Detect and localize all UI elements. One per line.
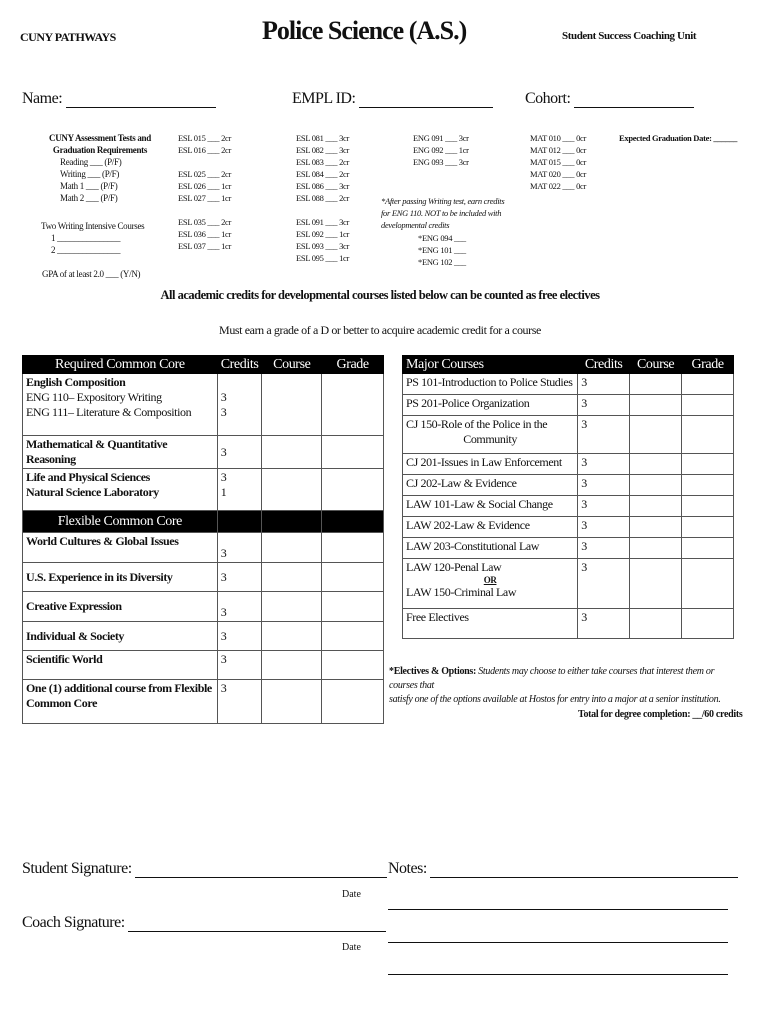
course-cell[interactable] — [630, 559, 682, 609]
notes-field — [388, 860, 738, 878]
credits-value: 3 — [578, 475, 630, 496]
credits-value: 3 — [220, 405, 227, 419]
assessment-title-1: CUNY Assessment Tests and — [49, 133, 151, 143]
grade-cell[interactable] — [682, 559, 734, 609]
grade-cell[interactable] — [322, 469, 384, 511]
credits-value: 3 — [578, 517, 630, 538]
coach-signature-line[interactable] — [128, 931, 386, 932]
credits-value: 1 — [220, 485, 227, 499]
esl-item: ESL 088 ___ 2cr — [296, 193, 350, 203]
assessment-title-2: Graduation Requirements — [52, 145, 148, 155]
table-row — [403, 517, 734, 538]
esl-item: ESL 016 ___ 2cr — [178, 145, 232, 155]
table-row — [23, 533, 384, 563]
assessment-item: Writing ___ (P/F) — [60, 169, 120, 179]
electives-note-text: Students may choose to either take courses that interest them or courses that — [389, 666, 715, 691]
credits-value: 3 — [578, 538, 630, 559]
table-row — [23, 374, 384, 436]
credits-value: 3 — [578, 416, 630, 454]
one-additional-line-2: Common Core — [26, 696, 98, 710]
gpa-requirement: GPA of at least 2.0 ___ (Y/N) — [42, 269, 141, 279]
course-cell[interactable] — [262, 436, 322, 469]
credits-value: 3 — [217, 563, 262, 592]
major-course-name: PS 201-Police Organization — [403, 395, 578, 416]
mat-item: MAT 022 ___ 0cr — [530, 181, 587, 191]
life-label: Life and Physical Sciences — [26, 470, 150, 484]
notes-line[interactable] — [388, 974, 728, 975]
grade-cell[interactable] — [322, 374, 384, 436]
course-cell[interactable] — [630, 538, 682, 559]
esl-item: ESL 084 ___ 2cr — [296, 169, 350, 179]
esl-item: ESL 025 ___ 2cr — [178, 169, 232, 179]
course-cell[interactable] — [630, 475, 682, 496]
credits-value: 3 — [217, 622, 262, 651]
credits-value: 3 — [578, 395, 630, 416]
common-core-table — [22, 355, 384, 724]
table-row — [23, 622, 384, 651]
writing-intensive-label: Two Writing Intensive Courses — [41, 221, 145, 231]
eng-starred — [418, 232, 466, 268]
grade-cell[interactable] — [682, 416, 734, 454]
course-cell[interactable] — [630, 609, 682, 639]
cc-header: Required Common Core — [23, 356, 218, 374]
esl-item: ESL 035 ___ 2cr — [178, 217, 232, 227]
major-course-name: PS 101-Introduction to Police Studies — [403, 374, 578, 395]
grade-cell[interactable] — [682, 395, 734, 416]
assessment-items — [60, 156, 121, 204]
eng-note — [381, 195, 504, 231]
course-cell[interactable] — [630, 496, 682, 517]
major-header: Credits — [578, 356, 630, 374]
date-label: Date — [342, 889, 361, 900]
notes-line[interactable] — [430, 877, 738, 878]
grade-cell[interactable] — [682, 475, 734, 496]
empl-input-line[interactable] — [359, 107, 493, 108]
major-course-name: LAW 202-Law & Evidence — [403, 517, 578, 538]
cohort-label: Cohort: — [525, 90, 571, 107]
esl-col-2 — [296, 132, 349, 264]
esl-item: ESL 093 ___ 3cr — [296, 241, 350, 251]
grade-cell[interactable] — [322, 622, 384, 651]
grade-cell[interactable] — [322, 592, 384, 622]
credits-value: 3 — [217, 533, 262, 563]
grade-cell[interactable] — [682, 454, 734, 475]
student-signature — [22, 860, 387, 878]
esl-col-1 — [178, 132, 231, 252]
flex-course-name: World Cultures & Global Issues — [23, 533, 218, 563]
esl-item: ESL 026 ___ 1cr — [178, 181, 232, 191]
natlab-label: Natural Science Laboratory — [26, 485, 159, 499]
major-course-name: LAW 203-Constitutional Law — [403, 538, 578, 559]
eng-note-line: for ENG 110. NOT to be included with — [381, 208, 502, 218]
course-cell[interactable] — [630, 454, 682, 475]
header-right: Student Success Coaching Unit — [562, 30, 697, 42]
course-cell[interactable] — [630, 395, 682, 416]
or-label: OR — [483, 575, 497, 585]
table-row — [403, 475, 734, 496]
table-row — [23, 469, 384, 511]
name-field — [22, 90, 216, 108]
esl-item: ESL 083 ___ 2cr — [296, 157, 350, 167]
name-input-line[interactable] — [66, 107, 216, 108]
course-cell[interactable] — [262, 374, 322, 436]
date-label: Date — [342, 942, 361, 953]
assessment-item: Math 2 ___ (P/F) — [60, 193, 118, 203]
credits-value: 3 — [217, 651, 262, 680]
total-credits: Total for degree completion: __/60 credits — [578, 709, 743, 720]
notes-line[interactable] — [388, 909, 728, 910]
grade-cell[interactable] — [682, 374, 734, 395]
writing-intensive-block — [41, 220, 144, 256]
table-row — [23, 680, 384, 724]
esl-item: ESL 015 ___ 2cr — [178, 133, 232, 143]
course-cell[interactable] — [262, 469, 322, 511]
eng-item: ENG 092 ___ 1cr — [413, 145, 469, 155]
grade-cell[interactable] — [322, 436, 384, 469]
coach-signature-label: Coach Signature: — [22, 914, 125, 931]
course-cell[interactable] — [262, 563, 322, 592]
course-cell[interactable] — [630, 374, 682, 395]
grade-cell[interactable] — [682, 517, 734, 538]
grade-cell[interactable] — [322, 651, 384, 680]
one-additional-line-1: One (1) additional course from Flexible — [26, 681, 212, 695]
course-cell[interactable] — [262, 622, 322, 651]
table-row — [403, 374, 734, 395]
mat-item: MAT 010 ___ 0cr — [530, 133, 587, 143]
table-row — [403, 395, 734, 416]
credits-value: 3 — [578, 609, 630, 639]
eng-col — [413, 132, 469, 168]
credits-value: 3 — [578, 454, 630, 475]
major-course-name-cont: Community — [463, 432, 517, 446]
eng-starred-item: *ENG 094 ___ — [418, 233, 466, 243]
esl-item: ESL 027 ___ 1cr — [178, 193, 232, 203]
flex-course-name: Individual & Society — [23, 622, 218, 651]
empl-label: EMPL ID: — [292, 90, 356, 107]
law120-label: LAW 120-Penal Law — [406, 560, 502, 574]
eng-item: ENG 091 ___ 3cr — [413, 133, 469, 143]
table-row — [23, 651, 384, 680]
major-course-name: CJ 150-Role of the Police in the — [406, 417, 548, 431]
flex-course-name: U.S. Experience in its Diversity — [23, 563, 218, 592]
table-row — [403, 496, 734, 517]
credits-value: 3 — [217, 592, 262, 622]
free-electives-label: Free Electives — [403, 609, 578, 639]
cc-header: Grade — [322, 356, 384, 374]
course-cell[interactable] — [630, 517, 682, 538]
law150-label: LAW 150-Criminal Law — [406, 585, 517, 599]
flex-course-name: Scientific World — [23, 651, 218, 680]
grade-cell[interactable] — [322, 533, 384, 563]
eng-starred-item: *ENG 101 ___ — [418, 245, 466, 255]
major-header: Major Courses — [403, 356, 578, 374]
flex-course-name: Creative Expression — [23, 592, 218, 622]
name-label: Name: — [22, 90, 63, 107]
credits-value: 3 — [578, 496, 630, 517]
table-row — [403, 538, 734, 559]
course-cell[interactable] — [262, 533, 322, 563]
grade-cell[interactable] — [682, 538, 734, 559]
grade-requirement: Must earn a grade of a D or better to acquire academic credit for a course — [219, 323, 541, 337]
grade-cell[interactable] — [682, 609, 734, 639]
course-cell[interactable] — [630, 416, 682, 454]
major-courses-table — [402, 355, 734, 639]
assessment-block — [30, 132, 170, 156]
major-header: Grade — [682, 356, 734, 374]
table-row — [23, 436, 384, 469]
table-row — [403, 609, 734, 639]
student-signature-label: Student Signature: — [22, 860, 132, 877]
table-row — [23, 592, 384, 622]
electives-note-label: *Electives & Options: — [389, 666, 477, 677]
eng-starred-item: *ENG 102 ___ — [418, 257, 466, 267]
esl-item: ESL 086 ___ 3cr — [296, 181, 350, 191]
expected-graduation: Expected Graduation Date: ______ — [619, 133, 738, 143]
assessment-item: Math 1 ___ (P/F) — [60, 181, 118, 191]
cohort-input-line[interactable] — [574, 107, 694, 108]
coach-signature — [22, 914, 386, 932]
notes-line[interactable] — [388, 942, 728, 943]
major-course-name: LAW 101-Law & Social Change — [403, 496, 578, 517]
esl-item: ESL 036 ___ 1cr — [178, 229, 232, 239]
notes-label: Notes: — [388, 860, 427, 877]
credits-value: 3 — [220, 470, 227, 484]
credits-value: 3 — [578, 559, 630, 609]
mat-col — [530, 132, 586, 192]
eng-note-line: developmental credits — [381, 220, 450, 230]
eng-note-line: *After passing Writing test, earn credits — [381, 196, 505, 206]
mat-item: MAT 020 ___ 0cr — [530, 169, 587, 179]
credits-value: 3 — [578, 374, 630, 395]
esl-item: ESL 037 ___ 1cr — [178, 241, 232, 251]
course-cell[interactable] — [262, 592, 322, 622]
eng110-label: ENG 110– Expository Writing — [26, 390, 162, 404]
grade-cell[interactable] — [322, 680, 384, 724]
table-row — [403, 454, 734, 475]
flex-core-header: Flexible Common Core — [23, 511, 218, 533]
student-signature-line[interactable] — [135, 877, 387, 878]
wi-item: 1 _______________ — [51, 233, 121, 243]
table-row — [23, 563, 384, 592]
assessment-item: Reading ___ (P/F) — [60, 157, 122, 167]
cc-header: Course — [262, 356, 322, 374]
header-left: CUNY PATHWAYS — [20, 30, 116, 44]
major-header: Course — [630, 356, 682, 374]
esl-item: ESL 091 ___ 3cr — [296, 217, 350, 227]
page-title: Police Science (A.S.) — [262, 16, 467, 45]
esl-item: ESL 081 ___ 3cr — [296, 133, 350, 143]
electives-note — [389, 665, 734, 707]
eng111-label: ENG 111– Literature & Composition — [26, 405, 192, 419]
esl-item: ESL 092 ___ 1cr — [296, 229, 350, 239]
course-cell[interactable] — [262, 680, 322, 724]
wi-item: 2 _______________ — [51, 245, 121, 255]
grade-cell[interactable] — [322, 563, 384, 592]
esl-item: ESL 082 ___ 3cr — [296, 145, 350, 155]
credits-value: 3 — [220, 390, 227, 404]
math-label: Mathematical & Quantitative Reasoning — [23, 436, 218, 469]
credits-banner: All academic credits for developmental courses listed below can be counted as free electives — [160, 288, 600, 302]
table-row — [403, 559, 734, 609]
esl-item: ESL 095 ___ 1cr — [296, 253, 350, 263]
empl-field — [292, 90, 493, 108]
course-cell[interactable] — [262, 651, 322, 680]
credits-value: 3 — [217, 436, 262, 469]
credits-value: 3 — [217, 680, 262, 724]
eng-item: ENG 093 ___ 3cr — [413, 157, 469, 167]
major-course-name: CJ 201-Issues in Law Enforcement — [403, 454, 578, 475]
english-comp-label: English Composition — [26, 375, 126, 389]
cohort-field — [525, 90, 694, 108]
electives-note-text-2: satisfy one of the options available at Hostos for entry into a major at a senior institution. — [389, 694, 721, 705]
cc-header: Credits — [217, 356, 262, 374]
mat-item: MAT 012 ___ 0cr — [530, 145, 587, 155]
mat-item: MAT 015 ___ 0cr — [530, 157, 587, 167]
grade-cell[interactable] — [682, 496, 734, 517]
major-course-name: CJ 202-Law & Evidence — [403, 475, 578, 496]
table-row — [403, 416, 734, 454]
